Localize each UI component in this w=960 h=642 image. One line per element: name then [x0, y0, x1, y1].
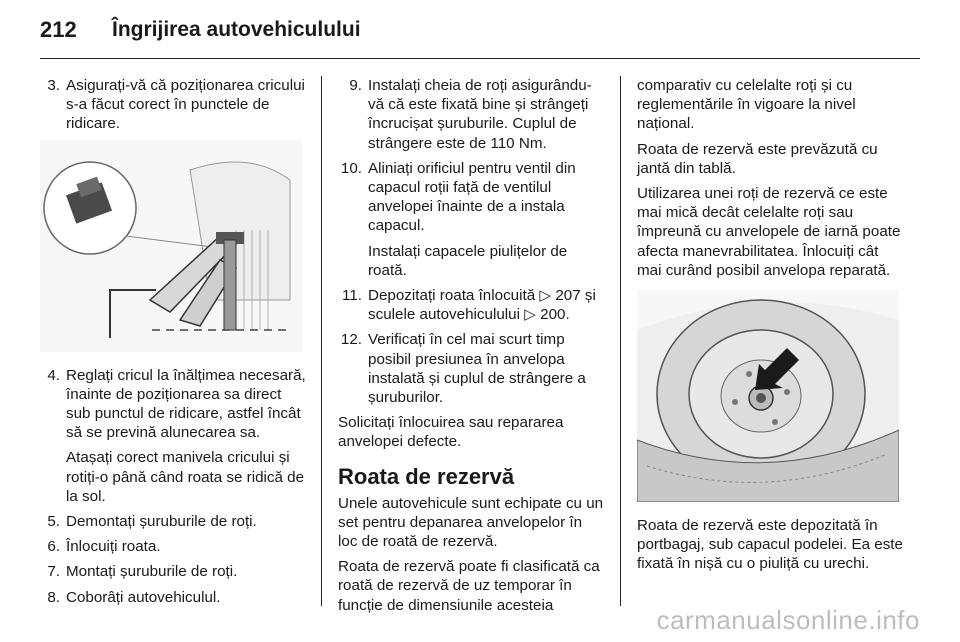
list-item: 4. Reglați cricul la înălțimea necesară, înainte de poziționarea sa direct sub punctul de ridicare, astfel încât să se prevină alunecarea sa. Atașați corect manivela cricului și rotiți-o până când roata se ridică de la sol.	[47, 366, 306, 505]
column-1	[40, 76, 306, 613]
paragraph: Roata de rezervă este prevăzută cu jantă din tablă.	[637, 140, 878, 177]
arrow-right-triangle-icon[interactable]: ▷	[539, 287, 552, 305]
spare-wheel-illustration	[637, 290, 899, 502]
watermark: carmanualsonline.info	[656, 605, 920, 635]
list-item: 10. Aliniați orificiul pentru ventil din capacul roții față de ventilul anvelopei înainte de a instala capacul. Instalați capacele piulițelor de roată.	[340, 159, 576, 279]
list-item: 6. Înlocuiți roata.	[47, 538, 161, 556]
section-heading: Roata de rezervă	[338, 463, 515, 489]
spare-wheel-drawing	[637, 290, 899, 502]
page-reference-link[interactable]: 200	[540, 306, 566, 324]
page-reference-link[interactable]: 207	[555, 287, 581, 305]
arrow-right-triangle-icon[interactable]: ▷	[524, 306, 536, 324]
list-item: 11. Depozitați roata înlocuită ▷ 207 și sculele autovehiculului ▷ 200.	[342, 287, 596, 324]
list-item: 7. Montați șuruburile de roți.	[47, 563, 238, 581]
header-divider	[40, 58, 920, 59]
list-item: 3. Asigurați-vă că poziționarea cricului s-a făcut corect în punctele de ridicare.	[47, 77, 305, 133]
jack-illustration	[40, 140, 302, 352]
jack-drawing	[40, 140, 302, 352]
paragraph: Roata de rezervă este depozitată în portbagaj, sub capacul podelei. Ea este fixată în nișă cu o piuliță cu urechi.	[637, 517, 903, 573]
paragraph: Roata de rezervă poate fi clasificată ca roată de rezervă de uz temporar în funcție de dimensiunile acesteia	[338, 558, 600, 614]
list-item: 12. Verificați în cel mai scurt timp posibil presiunea în anvelopa instalată și cuplul de strângere a șuruburilor.	[340, 331, 586, 407]
paragraph: comparativ cu celelalte roți și cu reglementările în vigoare la nivel național.	[637, 77, 856, 133]
chapter-title: Îngrijirea autovehiculului	[112, 18, 361, 41]
column-divider-1	[321, 76, 322, 606]
paragraph: Utilizarea unei roți de rezervă ce este mai mică decât celelalte roți sau împreună cu anvelopele de iarnă poate afecta manevrabilitatea. Înlocuiți cât mai curând posibil anvelopa reparată.	[637, 185, 901, 279]
paragraph: Solicitați înlocuirea sau repararea anvelopei defecte.	[338, 414, 564, 451]
page-header	[40, 12, 361, 48]
list-item: 9. Instalați cheia de roți asigurându-vă că este fixată bine și strângeți încrucișat șuruburile. Cuplul de strângere este de 110 Nm.	[349, 77, 592, 152]
page-number: 212	[40, 17, 77, 42]
column-3	[637, 76, 903, 580]
list-item: 5. Demontați șuruburile de roți.	[47, 513, 257, 531]
column-2	[338, 76, 604, 621]
column-divider-2	[620, 76, 621, 606]
paragraph: Unele autovehicule sunt echipate cu un set pentru depanarea anvelopelor în loc de roată de rezervă.	[338, 494, 604, 551]
list-item: 8. Coborâți autovehiculul.	[47, 588, 221, 606]
